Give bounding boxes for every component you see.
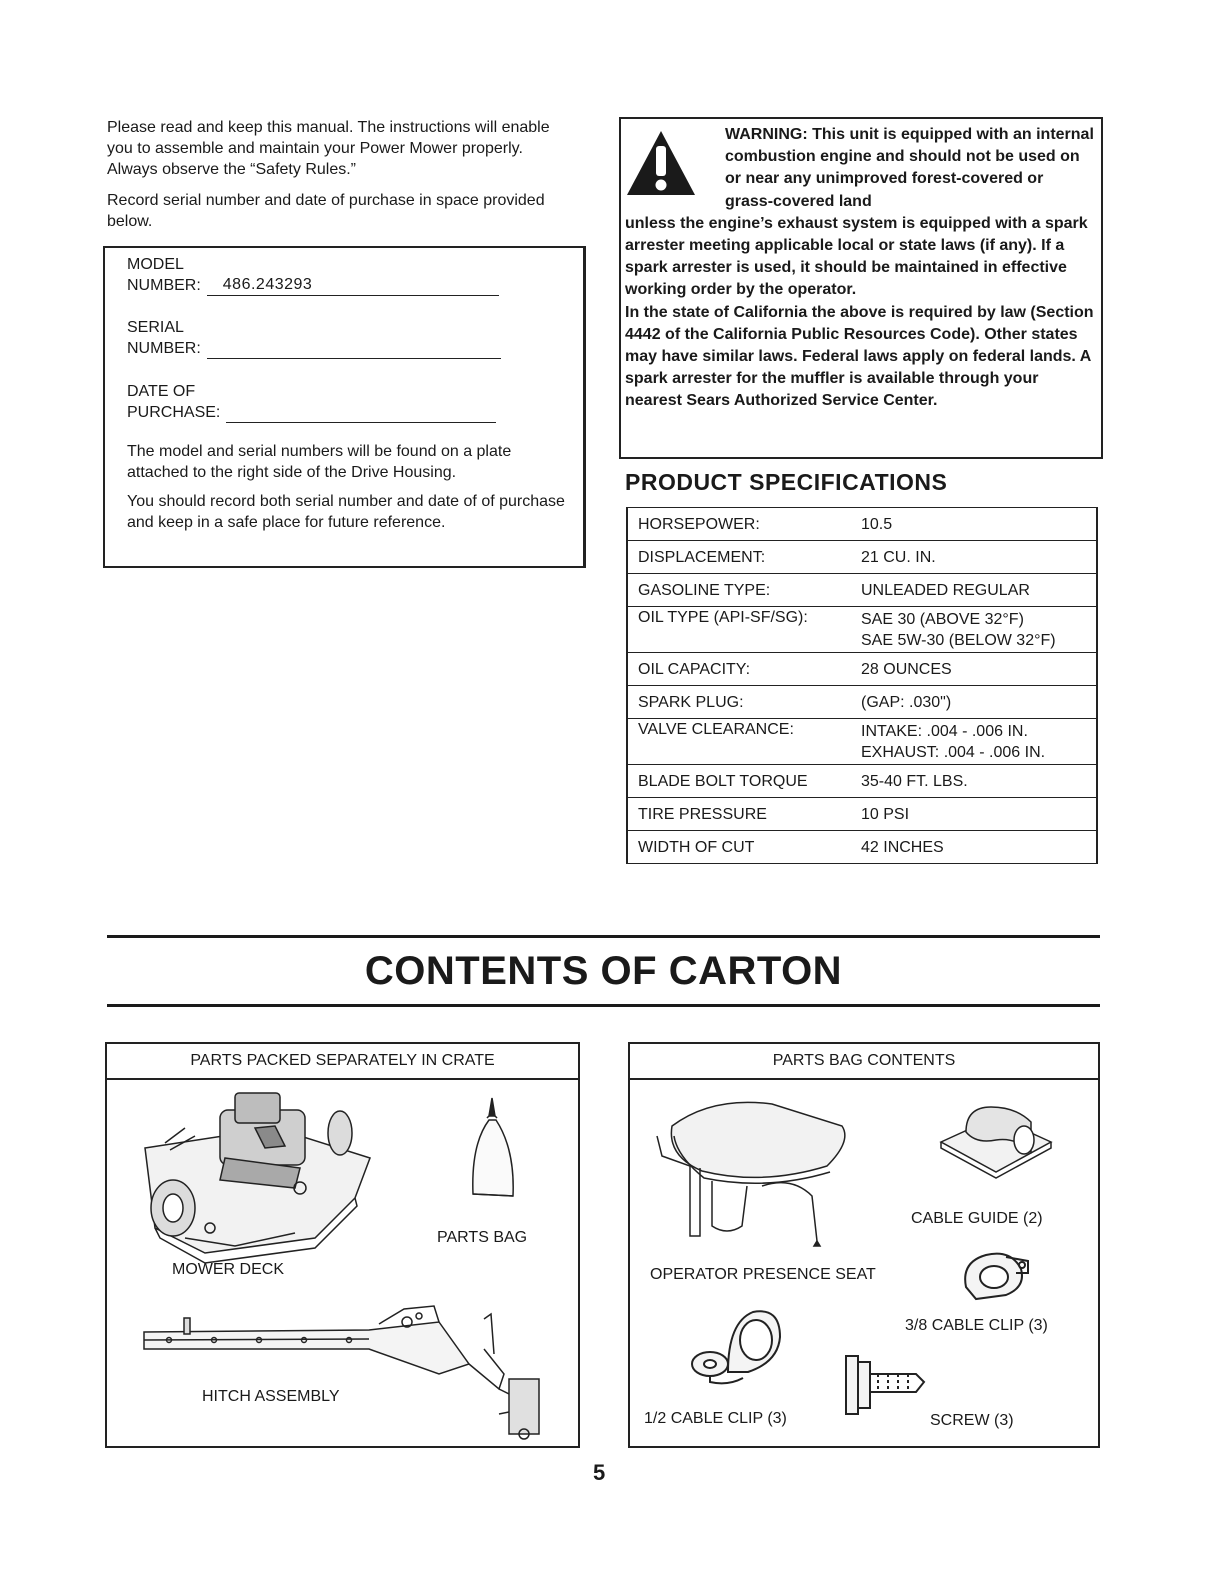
spec-row [627, 831, 1097, 864]
hitch-assembly-label: HITCH ASSEMBLY [202, 1388, 340, 1405]
intro-paragraph-2: Record serial number and date of purchase in space provided below. [107, 192, 545, 230]
crate-panel [105, 1042, 580, 1448]
spec-value [849, 541, 1097, 574]
mower-deck-illustration [125, 1088, 380, 1268]
page-number: 5 [593, 1460, 606, 1485]
spec-row [627, 798, 1097, 831]
spec-value-line-1: 42 INCHES [861, 838, 944, 856]
intro-text [107, 117, 577, 242]
crate-panel-header: PARTS PACKED SEPARATELY IN CRATE [107, 1044, 578, 1080]
spec-value-line-1: 10 PSI [861, 805, 910, 823]
spec-value [849, 508, 1097, 541]
spec-value [849, 653, 1097, 686]
cable-clip-12-illustration [688, 1302, 788, 1392]
spec-value-line-1: 28 OUNCES [861, 660, 952, 678]
warning-lead: WARNING: This unit is equipped with an internal combustion engine and should not be used on or near any unimproved forest-covered or grass-covered land [725, 126, 1094, 210]
cable-guide-label: CABLE GUIDE (2) [911, 1210, 1043, 1227]
serial-number-label: NUMBER: [127, 340, 201, 357]
model-number-label: NUMBER: [127, 277, 201, 294]
cable-clip-38-illustration [956, 1247, 1036, 1307]
spec-label: SPARK PLUG: [627, 686, 849, 719]
model-number-field [127, 254, 565, 296]
cable-clip-38-label: 3/8 CABLE CLIP (3) [905, 1317, 1048, 1334]
parts-bag-label: PARTS BAG [437, 1229, 528, 1246]
operator-seat-illustration [652, 1096, 852, 1256]
spec-label: WIDTH OF CUT [627, 831, 849, 864]
spec-value-line-1: INTAKE: .004 - .006 IN. [861, 722, 1028, 740]
mower-deck-label: MOWER DECK [172, 1261, 284, 1278]
spec-value-line-1: UNLEADED REGULAR [861, 581, 1030, 599]
bottom-rule [107, 1004, 1100, 1007]
serial-number-field [127, 317, 565, 359]
serial-number-line [207, 339, 501, 359]
top-rule [107, 935, 1100, 938]
bag-contents-panel [628, 1042, 1100, 1448]
serial-record-box [103, 246, 586, 568]
spec-row [627, 765, 1097, 798]
warning-triangle-icon [625, 123, 725, 213]
spec-value-line-1: 35-40 FT. LBS. [861, 772, 968, 790]
bag-contents-header: PARTS BAG CONTENTS [630, 1044, 1098, 1080]
spec-value-line-1: SAE 30 (ABOVE 32°F) [861, 610, 1024, 628]
spec-label: BLADE BOLT TORQUE [627, 765, 849, 798]
spec-value-line-2: EXHAUST: .004 - .006 IN. [861, 743, 1046, 761]
spec-row [627, 541, 1097, 574]
spec-row [627, 653, 1097, 686]
cable-clip-12-label: 1/2 CABLE CLIP (3) [644, 1410, 787, 1427]
date-label: DATE OF [127, 383, 196, 400]
spec-value [849, 607, 1097, 653]
spec-value-line-1: (GAP: .030") [861, 693, 952, 711]
spec-value [849, 798, 1097, 831]
spec-value-line-2: SAE 5W-30 (BELOW 32°F) [861, 631, 1056, 649]
spec-row [627, 574, 1097, 607]
spec-value-line-1: 21 CU. IN. [861, 548, 936, 566]
purchase-date-line [226, 403, 496, 423]
spec-value [849, 574, 1097, 607]
purchase-date-field [127, 381, 565, 423]
plate-location-note: The model and serial numbers will be found on a plate attached to the right side of the Drive Housing. [127, 443, 512, 481]
contents-title: CONTENTS OF CARTON [364, 949, 843, 993]
spec-label: DISPLACEMENT: [627, 541, 849, 574]
record-advice-note: You should record both serial number and date of of purchase and keep in a safe place for future reference. [127, 493, 565, 531]
hitch-assembly-illustration [139, 1294, 569, 1444]
spec-label: HORSEPOWER: [627, 508, 849, 541]
spec-label: GASOLINE TYPE: [627, 574, 849, 607]
warning-california: In the state of California the above is required by law (Section 4442 of the California Public Resources Code). Other states may have similar laws. Federal laws apply on federal lands. A spark arrester for the muffler is available through your nearest Sears Authorized Service Center. [625, 303, 1094, 410]
spec-value [849, 686, 1097, 719]
spec-label: OIL CAPACITY: [627, 653, 849, 686]
spec-label: TIRE PRESSURE [627, 798, 849, 831]
operator-seat-label: OPERATOR PRESENCE SEAT [650, 1266, 876, 1283]
spec-row [627, 508, 1097, 541]
purchase-date-label: PURCHASE: [127, 404, 221, 421]
screw-illustration [838, 1348, 933, 1420]
specs-title: PRODUCT SPECIFICATIONS [625, 469, 948, 495]
warning-body: unless the engine’s exhaust system is equipped with a spark arrester meeting applicable local or state laws (if any). If a spark arrester is used, it should be maintained in effective working order by the operator. [625, 214, 1088, 299]
model-number-line [207, 276, 499, 296]
spec-row [627, 719, 1097, 765]
intro-paragraph-1: Please read and keep this manual. The instructions will enable you to assemble and maintain your Power Mower properly. Always observe the “Safety Rules.” [107, 119, 550, 178]
spec-value [849, 765, 1097, 798]
spec-value [849, 719, 1097, 765]
parts-bag-illustration [465, 1094, 520, 1204]
cable-guide-illustration [936, 1102, 1054, 1182]
spec-row [627, 686, 1097, 719]
serial-label: SERIAL [127, 319, 184, 336]
model-number-value: 486.243293 [222, 276, 313, 293]
spec-row [627, 607, 1097, 653]
spec-value [849, 831, 1097, 864]
spec-value-line-1: 10.5 [861, 515, 893, 533]
screw-label: SCREW (3) [930, 1412, 1014, 1429]
specs-table [626, 507, 1098, 864]
model-label: MODEL [127, 256, 184, 273]
spec-label: VALVE CLEARANCE: [627, 719, 849, 765]
warning-box [619, 117, 1103, 459]
spec-label: OIL TYPE (API-SF/SG): [627, 607, 849, 653]
